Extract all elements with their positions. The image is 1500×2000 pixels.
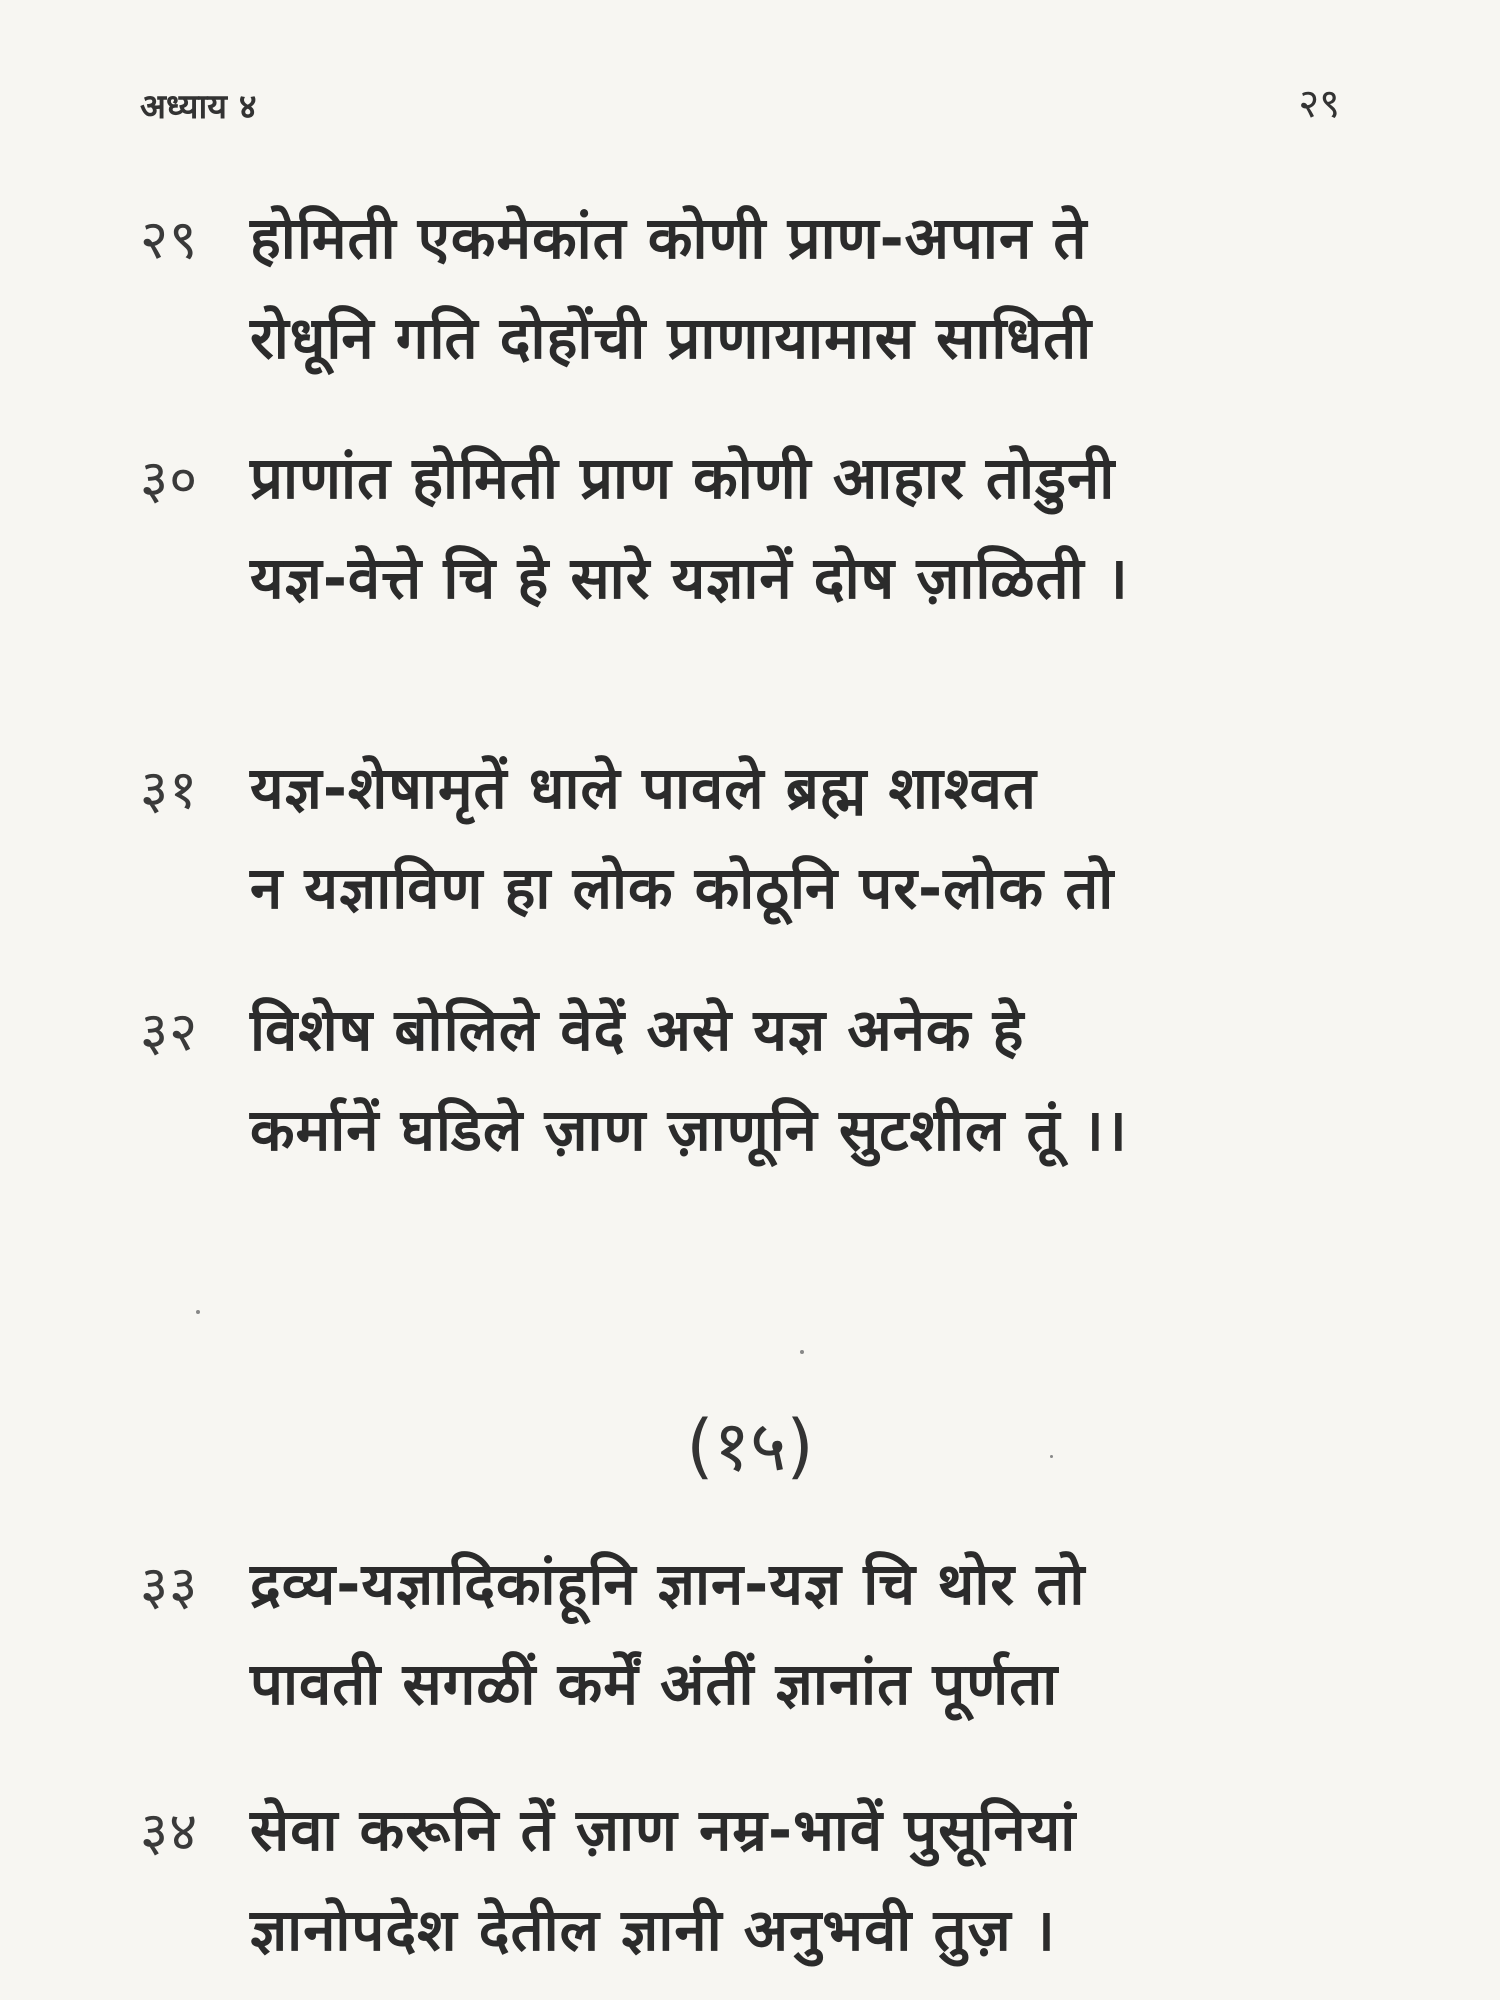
verse-34 <box>140 1780 1380 1980</box>
verse-text-line-1: प्राणांत होमिती प्राण कोणी आहार तोडुनी <box>250 444 1116 512</box>
section-number: (१५) <box>686 1405 814 1487</box>
verse-line <box>140 1880 1380 1980</box>
verse-number: ३३ <box>140 1554 199 1617</box>
verse-text-line-1: यज्ञ-शेषामृतें धाले पावले ब्रह्म शाश्वत <box>250 754 1037 822</box>
verse-line <box>140 528 1380 628</box>
verse-text-line-1: होमिती एकमेकांत कोणी प्राण-अपान ते <box>250 204 1088 272</box>
verse-text-line-1: द्रव्य-यज्ञादिकांहूनि ज्ञान-यज्ञ चि थोर तो <box>250 1550 1086 1618</box>
print-speck <box>800 1350 804 1354</box>
verse-text-line-2: पावती सगळीं कर्में अंतीं ज्ञानांत पूर्णता <box>250 1650 1059 1718</box>
verse-line <box>140 428 1380 528</box>
verse-number: ३४ <box>140 1800 199 1863</box>
verse-line <box>140 188 1380 288</box>
verse-text-line-2: कर्मानें घडिले ज़ाण ज़ाणूनि सुटशील तूं ।। <box>250 1096 1128 1164</box>
verse-32 <box>140 980 1380 1180</box>
verse-number: ३२ <box>140 1000 199 1063</box>
verse-number: ३१ <box>140 758 199 821</box>
verse-text-line-2: यज्ञ-वेत्ते चि हे सारे यज्ञानें दोष ज़ाळिती । <box>250 544 1129 612</box>
print-speck <box>1050 1455 1053 1458</box>
print-speck <box>196 1310 200 1314</box>
verse-31 <box>140 738 1380 938</box>
verse-text-line-2: रोधूनि गति दोहोंची प्राणायामास साधिती <box>250 304 1093 372</box>
verse-text-line-1: विशेष बोलिले वेदें असे यज्ञ अनेक हे <box>250 996 1025 1064</box>
verse-29 <box>140 188 1380 388</box>
verse-line <box>140 1780 1380 1880</box>
page-number: २९ <box>1298 81 1340 127</box>
verse-30 <box>140 428 1380 628</box>
verse-33 <box>140 1534 1380 1734</box>
verse-text-line-2: न यज्ञाविण हा लोक कोठूनि पर-लोक तो <box>250 854 1115 922</box>
verse-number: ३० <box>140 448 199 511</box>
verse-line <box>140 288 1380 388</box>
verse-line <box>140 738 1380 838</box>
verse-line <box>140 1534 1380 1634</box>
verse-text-line-2: ज्ञानोपदेश देतील ज्ञानी अनुभवी तुज़ । <box>250 1896 1056 1964</box>
verse-line <box>140 838 1380 938</box>
verse-line <box>140 1080 1380 1180</box>
chapter-heading: अध्याय ४ <box>140 87 257 127</box>
verse-line <box>140 980 1380 1080</box>
verse-text-line-1: सेवा करूनि तें ज़ाण नम्र-भावें पुसूनियां <box>250 1796 1077 1864</box>
verse-number: २९ <box>140 208 199 271</box>
verse-line <box>140 1634 1380 1734</box>
